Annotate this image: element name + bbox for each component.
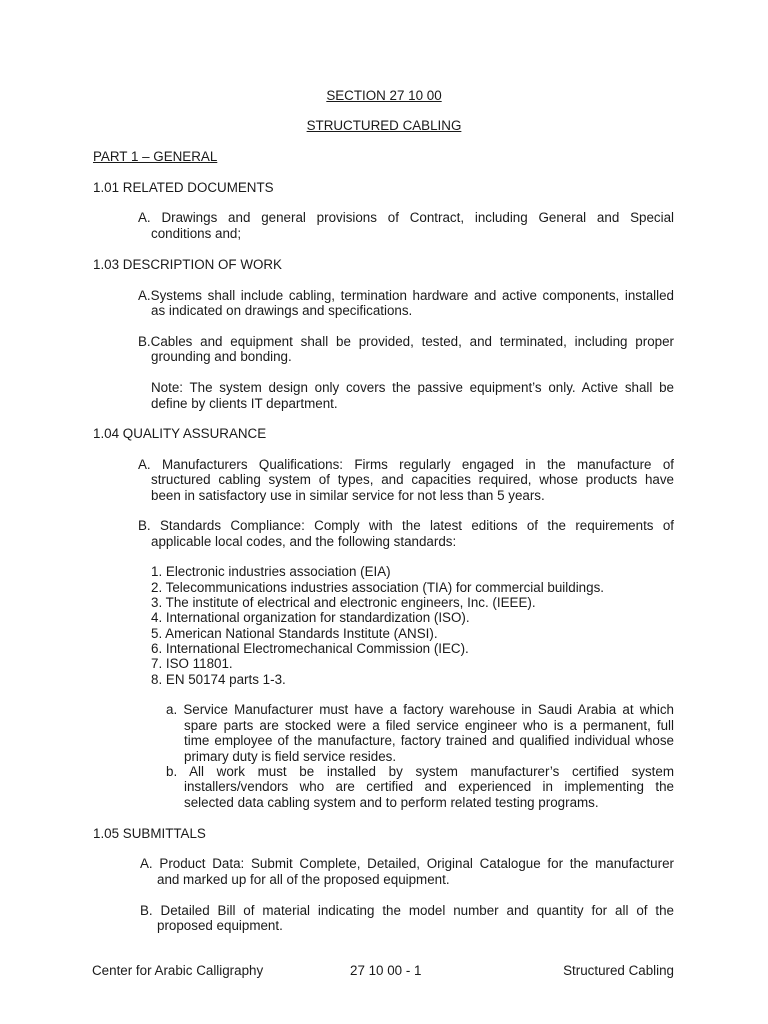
- s103-note-line1: Note: The system design only covers the passive equipment’s only. Active shall be: [151, 380, 674, 395]
- s101-a-line1: A. Drawings and general provisions of Contract, including General and Special: [138, 210, 674, 225]
- document-title: STRUCTURED CABLING: [306, 118, 462, 133]
- standard-item: 8. EN 50174 parts 1-3.: [151, 672, 286, 687]
- s104-a-line1: A. Manufacturers Qualifications: Firms regularly engaged in the manufacture of: [138, 457, 674, 472]
- heading-1-03: 1.03 DESCRIPTION OF WORK: [93, 257, 282, 272]
- s103-note-line2: define by clients IT department.: [151, 396, 338, 411]
- s104-b-line2: applicable local codes, and the following standards:: [151, 534, 457, 549]
- s104-sub-a-line1: a. Service Manufacturer must have a factory warehouse in Saudi Arabia at which: [166, 702, 674, 717]
- s104-a-line2: structured cabling system of types, and capacities required, whose products have: [151, 472, 674, 487]
- s103-a-line2: as indicated on drawings and specifications.: [151, 303, 413, 318]
- s104-sub-b-line2: installers/vendors who are certified and experienced in implementing the: [184, 779, 674, 794]
- s104-b-line1: B. Standards Compliance: Comply with the latest editions of the requirements of: [138, 518, 674, 533]
- s104-sub-b-line3: selected data cabling system and to perform related testing programs.: [184, 795, 599, 810]
- s104-sub-a-line2: spare parts are stocked were a filed service engineer who is a permanent, full: [184, 718, 674, 733]
- heading-1-04: 1.04 QUALITY ASSURANCE: [93, 426, 267, 441]
- s103-b-line1: B.Cables and equipment shall be provided, tested, and terminated, including proper: [138, 334, 674, 349]
- s101-a-line2: conditions and;: [151, 226, 242, 241]
- section-number: SECTION 27 10 00: [326, 88, 442, 103]
- s104-a-line3: been in satisfactory use in similar service for not less than 5 years.: [151, 488, 545, 503]
- standard-item: 2. Telecommunications industries association (TIA) for commercial buildings.: [151, 580, 604, 595]
- s105-a-line2: and marked up for all of the proposed equipment.: [157, 872, 450, 887]
- s103-a-line1: A.Systems shall include cabling, termination hardware and active components, installed: [138, 288, 674, 303]
- heading-1-05: 1.05 SUBMITTALS: [93, 826, 206, 841]
- standard-item: 7. ISO 11801.: [151, 656, 233, 671]
- standard-item: 6. International Electromechanical Commission (IEC).: [151, 641, 469, 656]
- s105-a-line1: A. Product Data: Submit Complete, Detailed, Original Catalogue for the manufacturer: [140, 856, 674, 871]
- s104-sub-a-line3: time employee of the manufacture, factory trained and qualified individual whose: [184, 733, 674, 748]
- standard-item: 5. American National Standards Institute (ANSI).: [151, 626, 438, 641]
- s105-b-line1: B. Detailed Bill of material indicating the model number and quantity for all of the: [140, 903, 674, 918]
- footer-organization: Center for Arabic Calligraphy: [92, 963, 264, 978]
- standard-item: 4. International organization for standardization (ISO).: [151, 610, 470, 625]
- footer-page-number: 27 10 00 - 1: [350, 963, 422, 978]
- footer-section-title: Structured Cabling: [563, 963, 674, 978]
- standard-item: 3. The institute of electrical and electronic engineers, Inc. (IEEE).: [151, 595, 536, 610]
- part-heading: PART 1 – GENERAL: [93, 149, 218, 164]
- s105-b-line2: proposed equipment.: [157, 918, 283, 933]
- s103-b-line2: grounding and bonding.: [151, 349, 292, 364]
- s104-sub-a-line4: primary duty is field service resides.: [184, 749, 397, 764]
- standard-item: 1. Electronic industries association (EIA): [151, 564, 391, 579]
- s104-sub-b-line1: b. All work must be installed by system manufacturer’s certified system: [166, 764, 674, 779]
- heading-1-01: 1.01 RELATED DOCUMENTS: [93, 180, 274, 195]
